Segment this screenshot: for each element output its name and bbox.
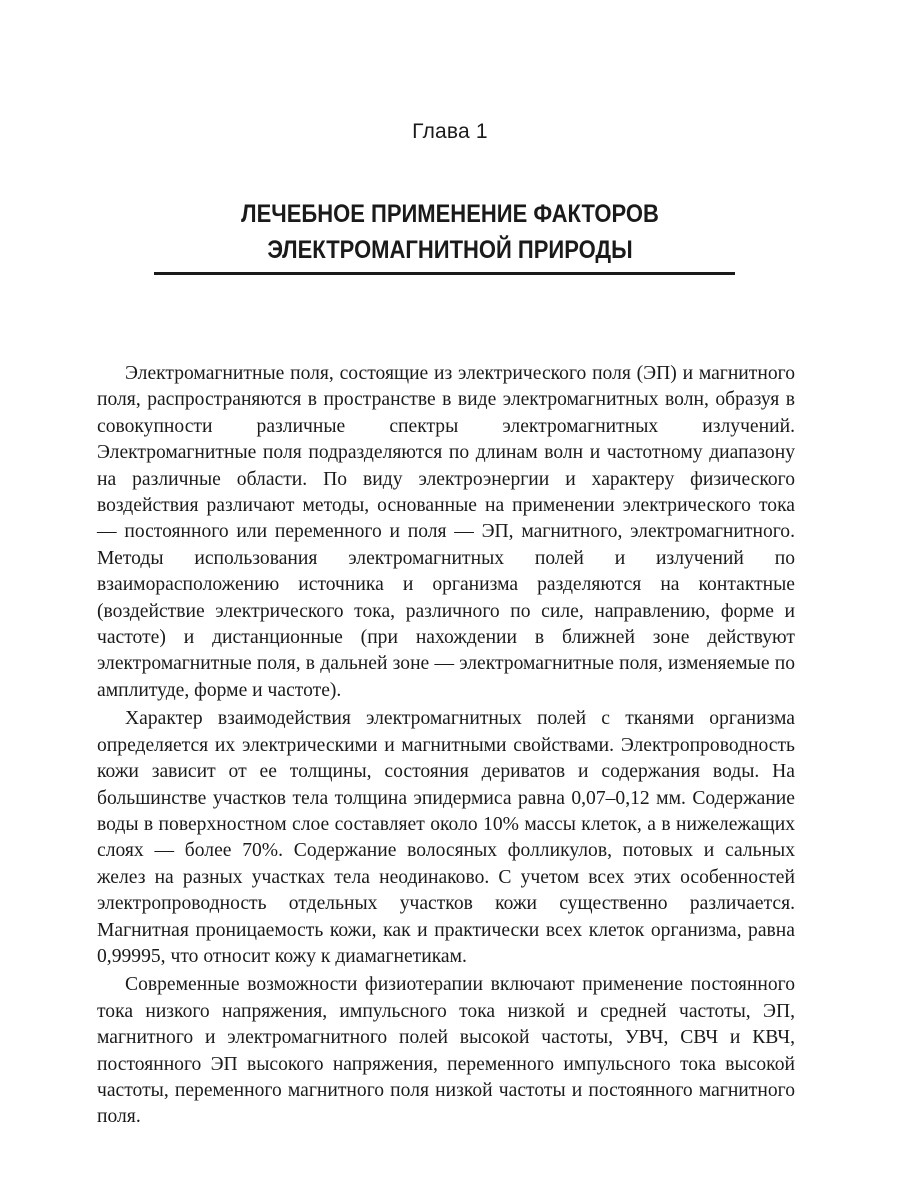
chapter-title [54,196,846,268]
chapter-label: Глава 1 [412,120,488,143]
chapter-title-line-1: ЛЕЧЕБНОЕ ПРИМЕНЕНИЕ ФАКТОРОВ [241,200,659,228]
chapter-title-line-2: ЭЛЕКТРОМАГНИТНОЙ ПРИРОДЫ [267,236,633,264]
paragraph-2: Характер взаимодействия электромагнитных полей с тканями организма определяется их электрическими и магнитными свойствами. Электропроводность кожи зависит от ее толщины, состояния дериватов и содержания воды. На большинстве участков тела толщина эпидермиса равна 0,07–0,12 мм. Содержание воды в поверхностном слое составляет около 10% массы клеток, а в нижележащих слоях — более 70%. Содержание волосяных фолликулов, потовых и сальных желез на разных участках тела неодинаково. С учетом всех этих особенностей электропроводность отдельных участков кожи существенно различается. Магнитная проницаемость кожи, как и практически всех клеток организма, равна 0,99995, что относит кожу к диамагнетикам. [97,708,795,967]
title-divider [154,272,735,275]
body-text [97,361,795,1131]
paragraph-3: Современные возможности физиотерапии включают применение постоянного тока низкого напряжения, импульсного тока низкой и средней частоты, ЭП, магнитного и электромагнитного полей высокой частоты, УВЧ, СВЧ и КВЧ, постоянного ЭП высокого напряжения, переменного импульсного тока высокой частоты, переменного магнитного поля низкой частоты и постоянного магнитного поля. [97,974,795,1128]
paragraph-1: Электромагнитные поля, состоящие из электрического поля (ЭП) и магнитного поля, распространяются в пространстве в виде электромагнитных волн, образуя в совокупности различные спектры электромагнитных излучений. Электромагнитные поля подразделяются по длинам волн и частотному диапазону на различные области. По виду электроэнергии и характеру физического воздействия различают методы, основанные на применении электрического тока — постоянного или переменного и поля — ЭП, магнитного, электромагнитного. Методы использования электромагнитных полей и излучений по взаиморасположению источника и организма разделяются на контактные (воздействие электрического тока, различного по силе, направлению, форме и частоте) и дистанционные (при нахождении в ближней зоне действуют электромагнитные поля, в дальней зоне — электромагнитные поля, изменяемые по амплитуде, форме и частоте). [97,363,795,701]
